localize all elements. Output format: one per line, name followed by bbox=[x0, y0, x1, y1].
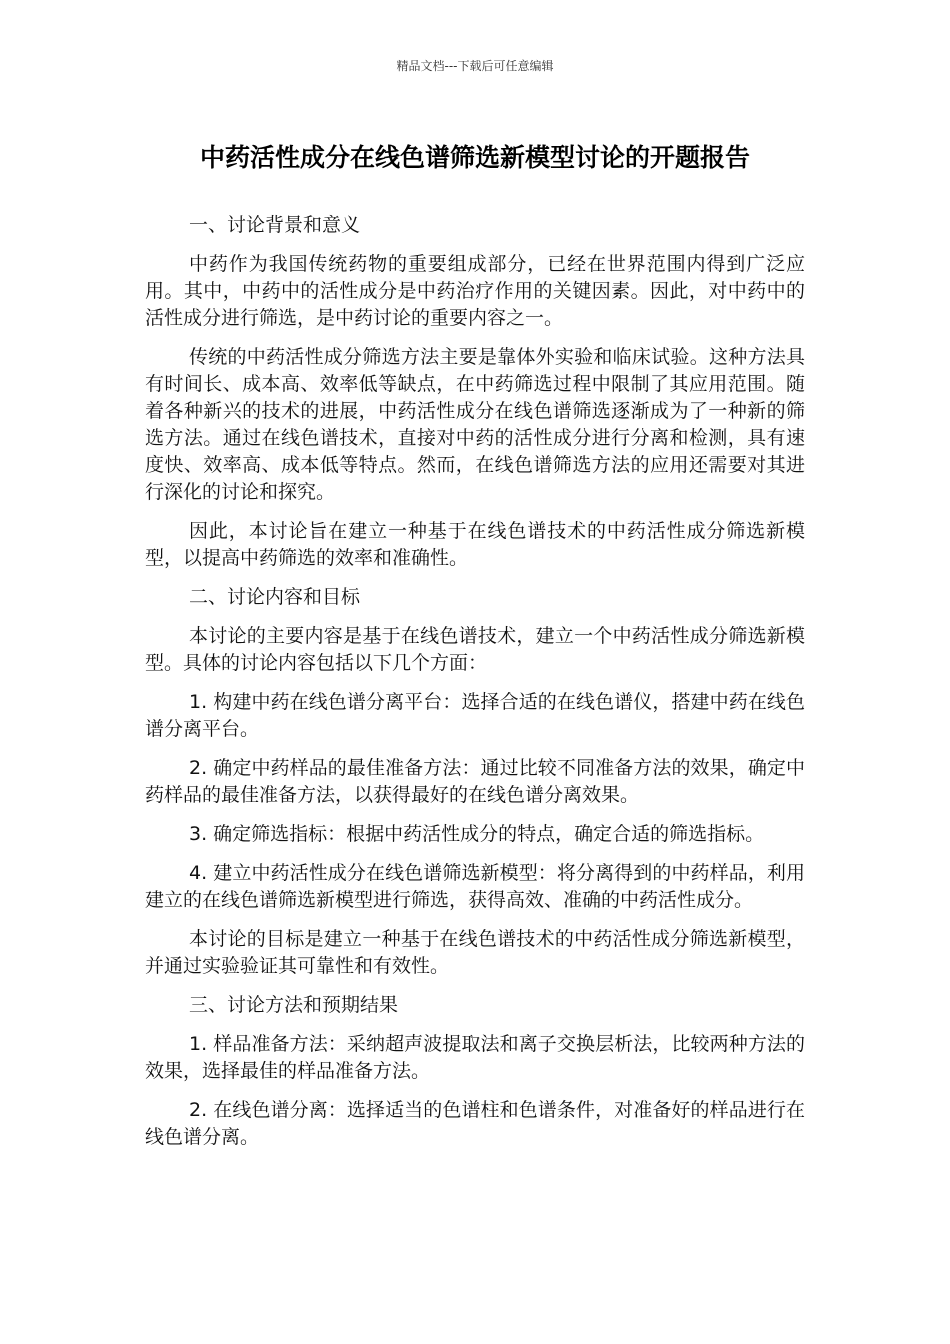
list-item: 1. 构建中药在线色谱分离平台：选择合适的在线色谱仪，搭建中药在线色谱分离平台。 bbox=[145, 691, 805, 740]
paragraph: 传统的中药活性成分筛选方法主要是靠体外实验和临床试验。这种方法具有时间长、成本高、效率低等缺点，在中药筛选过程中限制了其应用范围。随着各种新兴的技术的进展，中药活性成分在线色谱筛选逐渐成为了一种新的筛选方法。通过在线色谱技术，直接对中药的活性成分进行分离和检测，具有速度快、效率高、成本低等特点。然而，在线色谱筛选方法的应用还需要对其进行深化的讨论和探究。 bbox=[145, 346, 805, 503]
document-title: 中药活性成分在线色谱筛选新模型讨论的开题报告 bbox=[199, 143, 750, 172]
list-item: 4. 建立中药活性成分在线色谱筛选新模型：将分离得到的中药样品，利用建立的在线色谱筛选新模型进行筛选，获得高效、准确的中药活性成分。 bbox=[145, 862, 805, 911]
list-item: 1. 样品准备方法：采纳超声波提取法和离子交换层析法，比较两种方法的效果，选择最佳的样品准备方法。 bbox=[145, 1033, 805, 1082]
list-item: 2. 确定中药样品的最佳准备方法：通过比较不同准备方法的效果，确定中药样品的最佳准备方法，以获得最好的在线色谱分离效果。 bbox=[145, 757, 805, 806]
section-heading-background: 一、讨论背景和意义 bbox=[189, 214, 361, 236]
paragraph: 中药作为我国传统药物的重要组成部分，已经在世界范围内得到广泛应用。其中，中药中的活性成分是中药治疗作用的关键因素。因此，对中药中的活性成分进行筛选，是中药讨论的重要内容之一。 bbox=[145, 253, 805, 329]
list-item: 2. 在线色谱分离：选择适当的色谱柱和色谱条件，对准备好的样品进行在线色谱分离。 bbox=[145, 1099, 805, 1148]
paragraph: 本讨论的目标是建立一种基于在线色谱技术的中药活性成分筛选新模型，并通过实验验证其可靠性和有效性。 bbox=[145, 928, 805, 977]
paragraph: 本讨论的主要内容是基于在线色谱技术，建立一个中药活性成分筛选新模型。具体的讨论内容包括以下几个方面： bbox=[145, 625, 805, 674]
paragraph: 因此，本讨论旨在建立一种基于在线色谱技术的中药活性成分筛选新模型，以提高中药筛选的效率和准确性。 bbox=[145, 520, 805, 569]
list-item: 3. 确定筛选指标：根据中药活性成分的特点，确定合适的筛选指标。 bbox=[189, 823, 765, 845]
section-heading-content: 二、讨论内容和目标 bbox=[189, 586, 361, 608]
section-heading-methods: 三、讨论方法和预期结果 bbox=[189, 994, 399, 1016]
document-body bbox=[145, 212, 805, 1163]
watermark-header: 精品文档---下载后可任意编辑 bbox=[396, 59, 554, 73]
